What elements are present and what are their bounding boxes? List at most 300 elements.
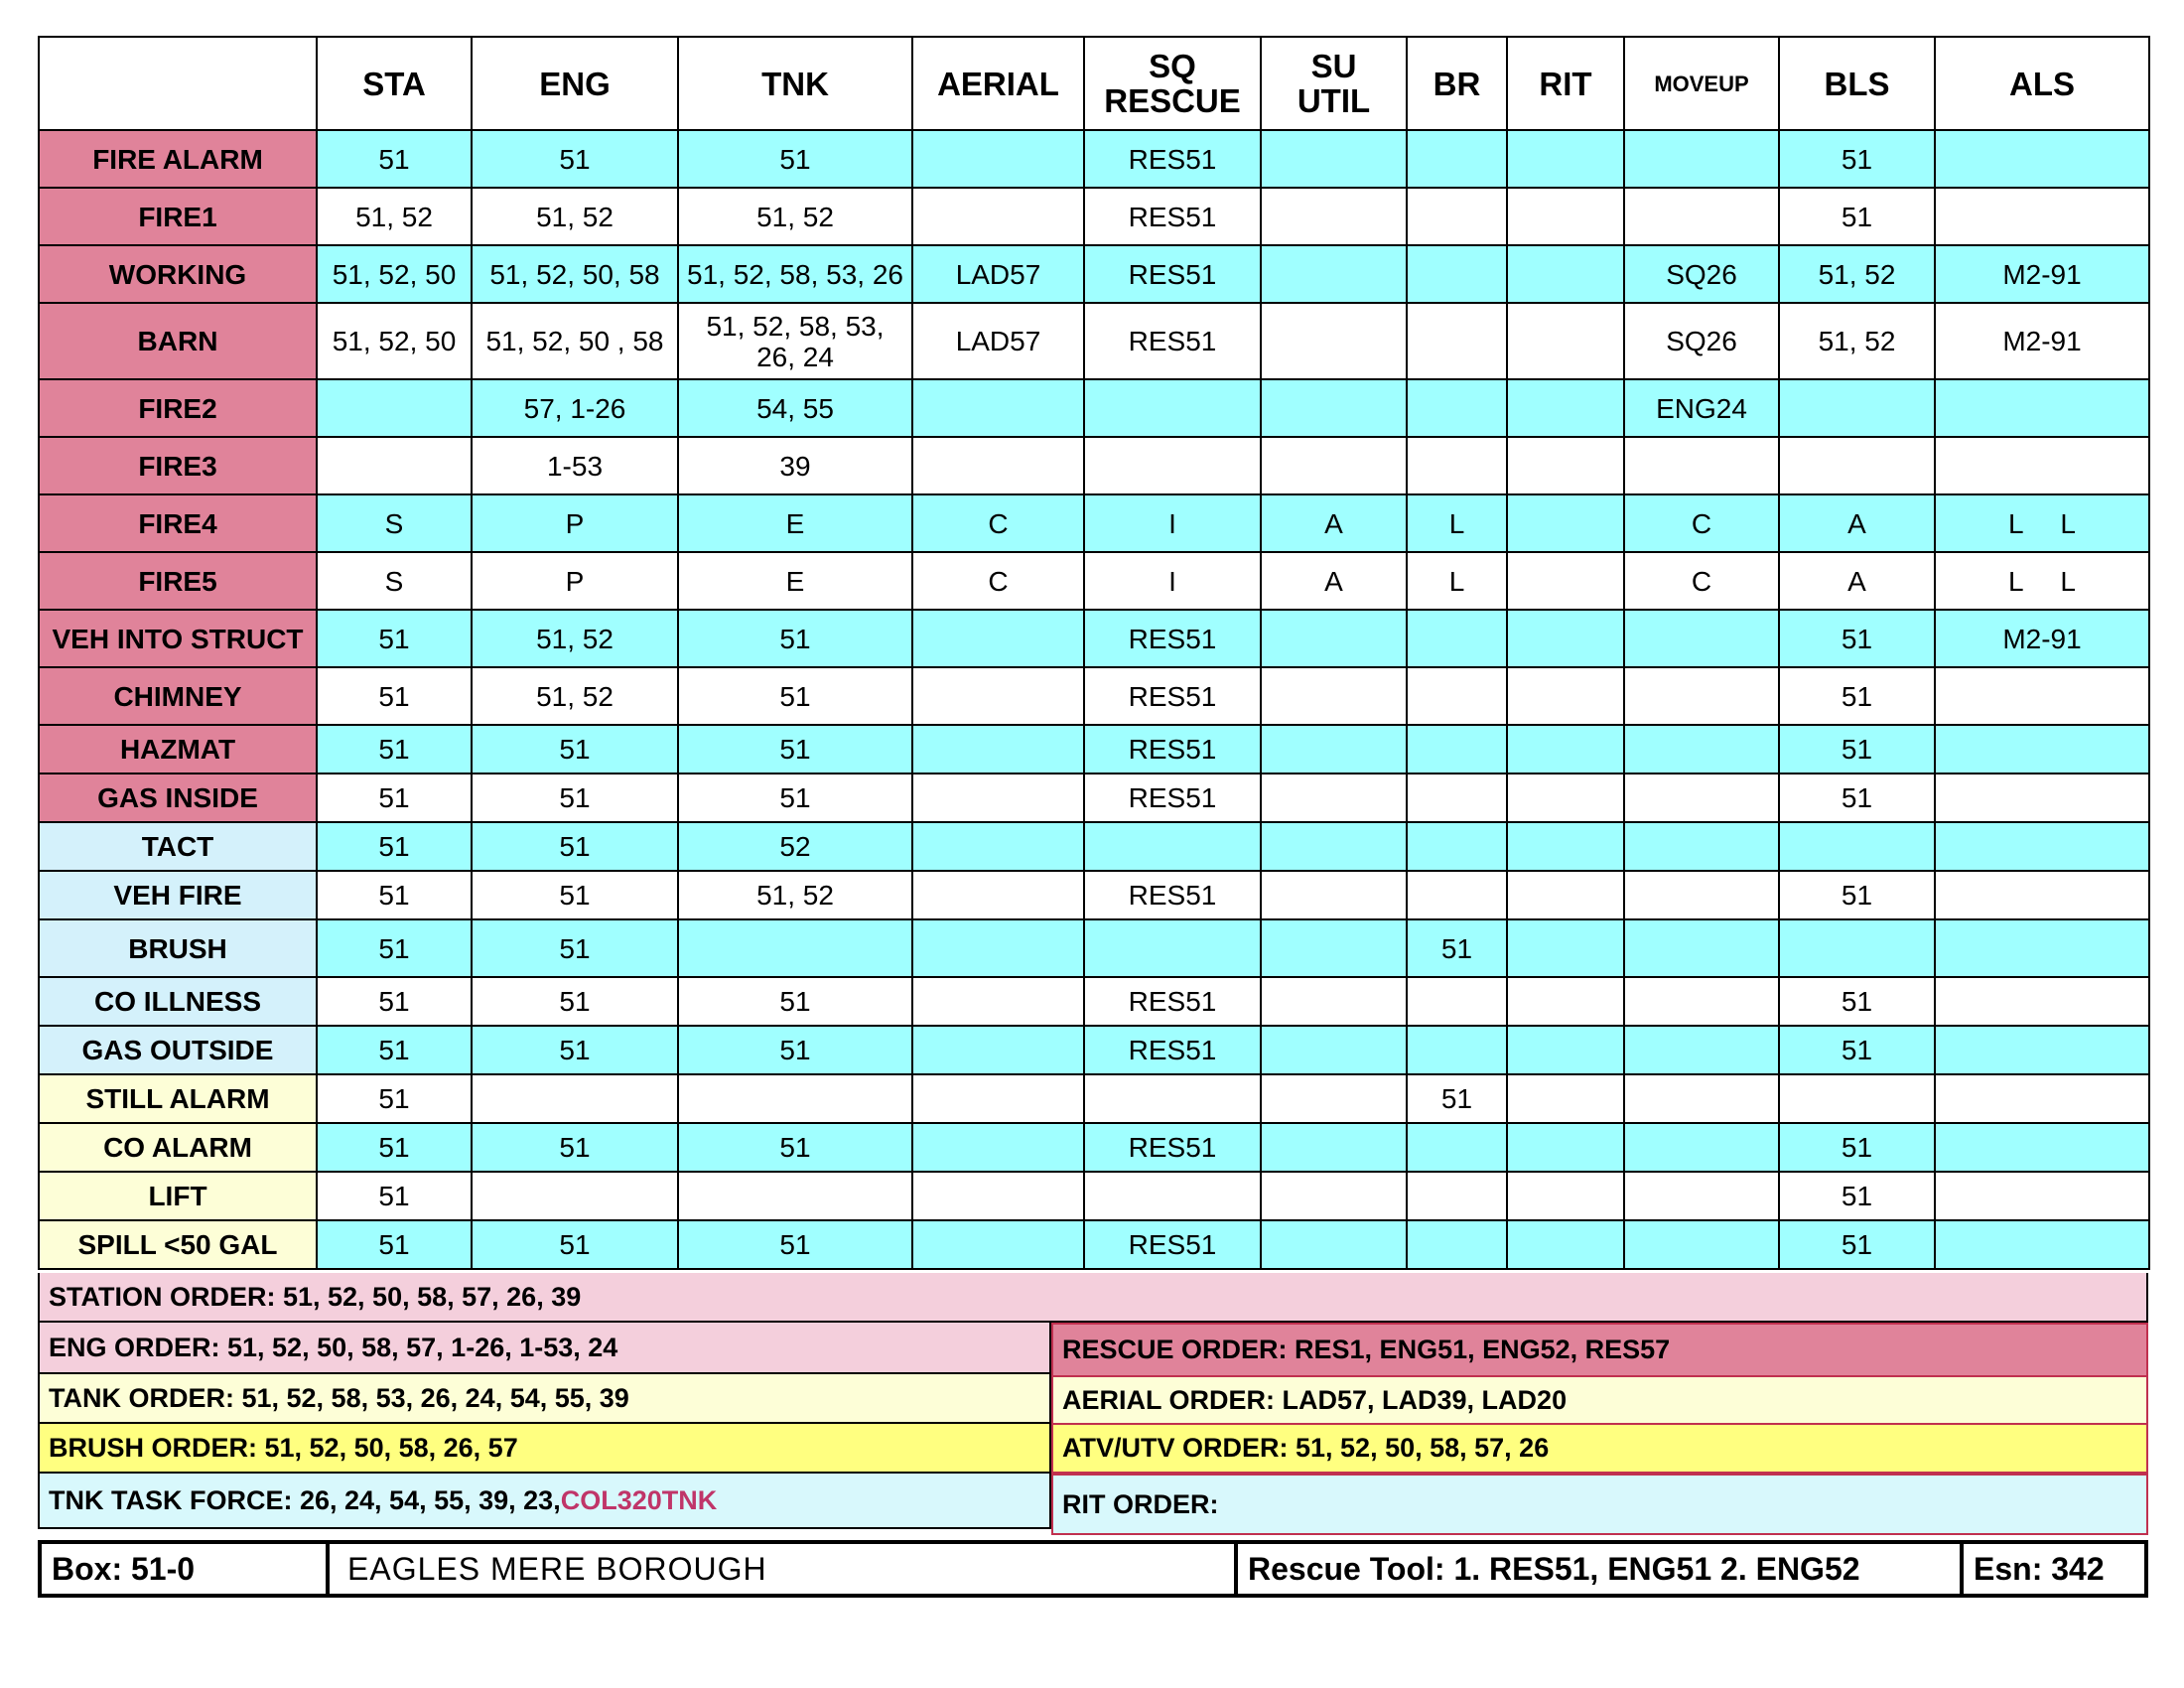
table-cell [1624, 188, 1779, 245]
table-cell [1507, 188, 1624, 245]
table-row [39, 494, 2149, 552]
table-cell: 51 [317, 1074, 472, 1123]
table-cell: ENG24 [1624, 379, 1779, 437]
table-cell: S [317, 552, 472, 610]
table-cell [317, 437, 472, 494]
table-cell: RES51 [1084, 245, 1261, 303]
table-cell [1624, 437, 1779, 494]
table-cell: 51 [1779, 774, 1935, 822]
table-cell [912, 379, 1084, 437]
response-table [38, 36, 2150, 1270]
column-header: SQ RESCUE [1084, 37, 1261, 130]
table-cell: 57, 1-26 [472, 379, 678, 437]
table-cell [912, 1026, 1084, 1074]
table-row [39, 1123, 2149, 1172]
table-cell [1407, 1172, 1507, 1220]
table-cell: 51 [678, 130, 912, 188]
table-cell: SQ26 [1624, 245, 1779, 303]
table-cell: RES51 [1084, 725, 1261, 774]
table-cell: 51 [472, 919, 678, 977]
table-row [39, 1074, 2149, 1123]
table-cell [1935, 379, 2149, 437]
table-cell: 51 [317, 130, 472, 188]
table-cell: 51 [1407, 1074, 1507, 1123]
table-cell [1084, 822, 1261, 871]
table-cell: RES51 [1084, 977, 1261, 1026]
table-cell: 51 [472, 1123, 678, 1172]
table-cell: C [912, 494, 1084, 552]
table-cell: 51 [1779, 725, 1935, 774]
grid-body [39, 130, 2149, 1269]
tank-order: TANK ORDER: 51, 52, 58, 53, 26, 24, 54, 55, 39 [38, 1374, 1051, 1424]
table-cell: 51 [1779, 667, 1935, 725]
table-cell [912, 437, 1084, 494]
table-cell [1624, 871, 1779, 919]
table-cell [1935, 774, 2149, 822]
table-cell [1407, 1220, 1507, 1269]
table-cell [1935, 822, 2149, 871]
table-cell: 51 [678, 1220, 912, 1269]
table-cell: 51 [472, 725, 678, 774]
table-cell [1407, 130, 1507, 188]
table-cell: 51, 52 [472, 667, 678, 725]
rit-order: RIT ORDER: [1051, 1474, 2148, 1535]
table-cell [1507, 1220, 1624, 1269]
table-cell [1261, 667, 1407, 725]
table-cell: 51 [1779, 871, 1935, 919]
table-cell: 51, 52, 50 [317, 303, 472, 379]
table-cell: 51 [317, 871, 472, 919]
tnk-task-force-highlight: COL320TNK [560, 1484, 718, 1515]
table-cell: 51, 52, 58, 53, 26, 24 [678, 303, 912, 379]
table-cell [1507, 245, 1624, 303]
table-cell [1507, 871, 1624, 919]
table-cell [1261, 245, 1407, 303]
table-cell [1935, 1123, 2149, 1172]
brush-order: BRUSH ORDER: 51, 52, 50, 58, 26, 57 [38, 1424, 1051, 1474]
table-cell [1935, 1172, 2149, 1220]
row-label: FIRE2 [39, 379, 317, 437]
table-cell: 51 [678, 977, 912, 1026]
table-cell: I [1084, 552, 1261, 610]
response-grid [38, 36, 2148, 1270]
table-cell: 51 [317, 1026, 472, 1074]
table-cell [1407, 188, 1507, 245]
column-header: STA [317, 37, 472, 130]
table-cell [1261, 1123, 1407, 1172]
table-cell: LAD57 [912, 303, 1084, 379]
eng-order: ENG ORDER: 51, 52, 50, 58, 57, 1-26, 1-53, 24 [38, 1323, 1051, 1374]
table-cell [912, 1172, 1084, 1220]
table-cell [472, 1074, 678, 1123]
table-cell [1507, 1026, 1624, 1074]
table-cell [1507, 667, 1624, 725]
row-label: CO ILLNESS [39, 977, 317, 1026]
row-label: GAS INSIDE [39, 774, 317, 822]
table-cell: S [317, 494, 472, 552]
table-cell [1935, 1220, 2149, 1269]
table-cell: RES51 [1084, 871, 1261, 919]
table-cell [1507, 437, 1624, 494]
table-row [39, 977, 2149, 1026]
table-cell [1935, 871, 2149, 919]
header-corner [39, 37, 317, 130]
column-header: RIT [1507, 37, 1624, 130]
table-cell [1261, 1220, 1407, 1269]
table-cell [1507, 494, 1624, 552]
table-cell [912, 1123, 1084, 1172]
table-cell: 51 [317, 725, 472, 774]
table-cell [912, 919, 1084, 977]
box-number: Box: 51-0 [42, 1544, 330, 1594]
table-cell: 51 [472, 774, 678, 822]
row-label: FIRE5 [39, 552, 317, 610]
table-cell: LAD57 [912, 245, 1084, 303]
table-cell: RES51 [1084, 130, 1261, 188]
row-label: VEH FIRE [39, 871, 317, 919]
table-cell [912, 610, 1084, 667]
table-cell [1261, 610, 1407, 667]
table-cell [1507, 130, 1624, 188]
table-cell: 54, 55 [678, 379, 912, 437]
table-cell: C [1624, 494, 1779, 552]
table-cell: 51 [1779, 610, 1935, 667]
table-cell [1507, 822, 1624, 871]
table-cell: 51 [472, 822, 678, 871]
table-cell [678, 919, 912, 977]
table-cell [1624, 1074, 1779, 1123]
table-cell [1507, 1074, 1624, 1123]
table-cell [1779, 919, 1935, 977]
column-header: BR [1407, 37, 1507, 130]
table-cell: M2-91 [1935, 245, 2149, 303]
table-cell [1407, 774, 1507, 822]
table-cell [912, 188, 1084, 245]
table-cell: C [912, 552, 1084, 610]
table-row [39, 919, 2149, 977]
table-cell [1624, 610, 1779, 667]
table-cell [1261, 1172, 1407, 1220]
table-cell [1935, 725, 2149, 774]
table-cell [1507, 379, 1624, 437]
table-cell [912, 774, 1084, 822]
table-cell: 51, 52, 58, 53, 26 [678, 245, 912, 303]
table-cell: 51, 52 [317, 188, 472, 245]
column-header: TNK [678, 37, 912, 130]
table-cell: 51 [472, 977, 678, 1026]
table-cell [1261, 977, 1407, 1026]
table-cell: RES51 [1084, 1026, 1261, 1074]
table-cell: 51 [678, 725, 912, 774]
aerial-order: AERIAL ORDER: LAD57, LAD39, LAD20 [1051, 1377, 2148, 1425]
table-cell [1407, 977, 1507, 1026]
row-label: BARN [39, 303, 317, 379]
table-cell: RES51 [1084, 774, 1261, 822]
table-cell: 51, 52, 50 [317, 245, 472, 303]
row-label: CO ALARM [39, 1123, 317, 1172]
table-cell [1507, 552, 1624, 610]
table-cell [1935, 1074, 2149, 1123]
table-cell: 51 [317, 1172, 472, 1220]
table-cell [1407, 871, 1507, 919]
table-cell [912, 977, 1084, 1026]
table-cell: 51, 52 [1779, 245, 1935, 303]
table-cell: M2-91 [1935, 303, 2149, 379]
table-cell [1261, 919, 1407, 977]
table-cell [1261, 130, 1407, 188]
table-cell: 51 [317, 610, 472, 667]
table-row [39, 379, 2149, 437]
table-cell [678, 1074, 912, 1123]
table-cell [1407, 379, 1507, 437]
table-cell: L L [1935, 494, 2149, 552]
table-cell [1407, 245, 1507, 303]
table-cell [1084, 919, 1261, 977]
column-header: SU UTIL [1261, 37, 1407, 130]
row-label: HAZMAT [39, 725, 317, 774]
table-row [39, 303, 2149, 379]
column-header: BLS [1779, 37, 1935, 130]
table-cell [1407, 822, 1507, 871]
column-header: ALS [1935, 37, 2149, 130]
table-cell: 51 [1779, 977, 1935, 1026]
table-cell: 51 [317, 919, 472, 977]
table-cell: L L [1935, 552, 2149, 610]
table-cell [912, 822, 1084, 871]
table-row [39, 245, 2149, 303]
table-cell: 51 [678, 1123, 912, 1172]
table-row [39, 725, 2149, 774]
table-cell: 51, 52, 50, 58 [472, 245, 678, 303]
row-label: GAS OUTSIDE [39, 1026, 317, 1074]
table-cell: 51 [1779, 1220, 1935, 1269]
table-row [39, 871, 2149, 919]
table-cell [1507, 774, 1624, 822]
table-cell: M2-91 [1935, 610, 2149, 667]
table-cell: SQ26 [1624, 303, 1779, 379]
table-cell [1261, 379, 1407, 437]
table-cell [1261, 303, 1407, 379]
table-cell: A [1261, 494, 1407, 552]
table-cell [1261, 822, 1407, 871]
table-cell: 51 [472, 871, 678, 919]
table-cell: L [1407, 552, 1507, 610]
table-cell [1084, 1172, 1261, 1220]
table-cell: 51 [678, 610, 912, 667]
table-cell: RES51 [1084, 667, 1261, 725]
table-cell [1624, 1123, 1779, 1172]
table-cell: RES51 [1084, 1220, 1261, 1269]
table-cell [678, 1172, 912, 1220]
table-cell [1507, 1172, 1624, 1220]
table-cell: 51 [472, 1220, 678, 1269]
table-cell: 51 [1779, 1123, 1935, 1172]
table-cell: 51, 52 [1779, 303, 1935, 379]
table-cell [912, 725, 1084, 774]
table-cell [1084, 437, 1261, 494]
table-cell [912, 1220, 1084, 1269]
row-label: FIRE ALARM [39, 130, 317, 188]
table-row [39, 822, 2149, 871]
table-cell: 52 [678, 822, 912, 871]
table-cell: A [1779, 494, 1935, 552]
table-cell: 1-53 [472, 437, 678, 494]
table-cell: P [472, 552, 678, 610]
table-cell [1624, 1172, 1779, 1220]
table-row [39, 552, 2149, 610]
table-cell: 51, 52, 50 , 58 [472, 303, 678, 379]
table-cell [1261, 1026, 1407, 1074]
table-cell: 51, 52 [678, 188, 912, 245]
table-cell [912, 667, 1084, 725]
table-cell [912, 871, 1084, 919]
row-label: WORKING [39, 245, 317, 303]
table-cell: 51 [472, 1026, 678, 1074]
table-cell [1407, 610, 1507, 667]
dispatch-orders [38, 1273, 2148, 1529]
table-cell [1779, 379, 1935, 437]
rescue-tool: Rescue Tool: 1. RES51, ENG51 2. ENG52 [1238, 1544, 1964, 1594]
table-cell: 51 [1779, 1026, 1935, 1074]
table-cell [912, 1074, 1084, 1123]
table-cell [1261, 725, 1407, 774]
table-cell [1624, 725, 1779, 774]
table-cell [1507, 977, 1624, 1026]
table-cell [1407, 1026, 1507, 1074]
table-cell [1624, 774, 1779, 822]
table-cell: 51, 52 [472, 188, 678, 245]
table-cell [1507, 610, 1624, 667]
box-footer [38, 1540, 2148, 1598]
table-cell: 51 [317, 774, 472, 822]
table-cell [1779, 1074, 1935, 1123]
table-cell: E [678, 552, 912, 610]
row-label: VEH INTO STRUCT [39, 610, 317, 667]
table-row [39, 774, 2149, 822]
table-cell [1935, 437, 2149, 494]
table-cell [1935, 919, 2149, 977]
atv-utv-order: ATV/UTV ORDER: 51, 52, 50, 58, 57, 26 [1051, 1425, 2148, 1474]
table-cell: RES51 [1084, 1123, 1261, 1172]
table-cell [1407, 303, 1507, 379]
table-cell [1935, 130, 2149, 188]
table-cell: RES51 [1084, 610, 1261, 667]
row-label: LIFT [39, 1172, 317, 1220]
table-cell: 51 [678, 667, 912, 725]
table-cell [1779, 822, 1935, 871]
table-cell [1407, 437, 1507, 494]
table-cell: 51 [317, 822, 472, 871]
table-cell [1935, 667, 2149, 725]
table-cell: 51 [317, 667, 472, 725]
row-label: STILL ALARM [39, 1074, 317, 1123]
table-cell: 51 [472, 130, 678, 188]
table-row [39, 610, 2149, 667]
table-cell [1261, 188, 1407, 245]
tnk-task-force-text: TNK TASK FORCE: 26, 24, 54, 55, 39, 23, [49, 1484, 561, 1515]
table-cell [1624, 977, 1779, 1026]
table-cell [1407, 667, 1507, 725]
table-cell: 39 [678, 437, 912, 494]
table-cell: 51 [678, 774, 912, 822]
table-cell: 51 [1779, 130, 1935, 188]
table-cell: 51 [678, 1026, 912, 1074]
table-cell [1935, 188, 2149, 245]
table-cell: 51 [1779, 1172, 1935, 1220]
column-header-row [39, 37, 2149, 130]
table-cell: 51 [317, 977, 472, 1026]
table-cell: 51, 52 [678, 871, 912, 919]
table-row [39, 1026, 2149, 1074]
row-label: CHIMNEY [39, 667, 317, 725]
table-row [39, 437, 2149, 494]
table-cell: A [1779, 552, 1935, 610]
table-cell [1507, 1123, 1624, 1172]
table-cell [1779, 437, 1935, 494]
rescue-order: RESCUE ORDER: RES1, ENG51, ENG52, RES57 [1051, 1323, 2148, 1377]
table-cell [1507, 303, 1624, 379]
table-cell [1407, 1123, 1507, 1172]
esn-number: Esn: 342 [1974, 1550, 2105, 1587]
table-cell [1507, 725, 1624, 774]
table-cell [1261, 871, 1407, 919]
table-cell [1261, 1074, 1407, 1123]
table-cell [1624, 919, 1779, 977]
table-cell: P [472, 494, 678, 552]
table-cell: A [1261, 552, 1407, 610]
table-cell [1935, 1026, 2149, 1074]
table-cell: L [1407, 494, 1507, 552]
column-header: MOVEUP [1624, 37, 1779, 130]
table-row [39, 1220, 2149, 1269]
row-label: FIRE3 [39, 437, 317, 494]
table-cell [1624, 1220, 1779, 1269]
table-cell: 51 [317, 1220, 472, 1269]
tnk-task-force [38, 1474, 1051, 1529]
row-label: TACT [39, 822, 317, 871]
table-cell [1624, 822, 1779, 871]
table-row [39, 1172, 2149, 1220]
table-cell [1407, 725, 1507, 774]
table-cell [472, 1172, 678, 1220]
table-cell [1935, 977, 2149, 1026]
column-header: AERIAL [912, 37, 1084, 130]
table-row [39, 188, 2149, 245]
table-cell: 51 [317, 1123, 472, 1172]
table-cell [1624, 667, 1779, 725]
table-cell [912, 130, 1084, 188]
column-header: ENG [472, 37, 678, 130]
table-cell [1624, 1026, 1779, 1074]
station-order: STATION ORDER: 51, 52, 50, 58, 57, 26, 39 [38, 1273, 2148, 1323]
table-cell [1261, 437, 1407, 494]
table-cell: C [1624, 552, 1779, 610]
table-cell [1624, 130, 1779, 188]
table-cell [1084, 379, 1261, 437]
table-row [39, 667, 2149, 725]
table-cell: 51, 52 [472, 610, 678, 667]
row-label: FIRE1 [39, 188, 317, 245]
table-cell: I [1084, 494, 1261, 552]
row-label: FIRE4 [39, 494, 317, 552]
table-cell: 51 [1407, 919, 1507, 977]
table-cell: 51 [1779, 188, 1935, 245]
row-label: BRUSH [39, 919, 317, 977]
table-cell: RES51 [1084, 303, 1261, 379]
table-cell [1507, 919, 1624, 977]
municipality-name: EAGLES MERE BOROUGH [330, 1544, 1238, 1594]
table-cell: E [678, 494, 912, 552]
